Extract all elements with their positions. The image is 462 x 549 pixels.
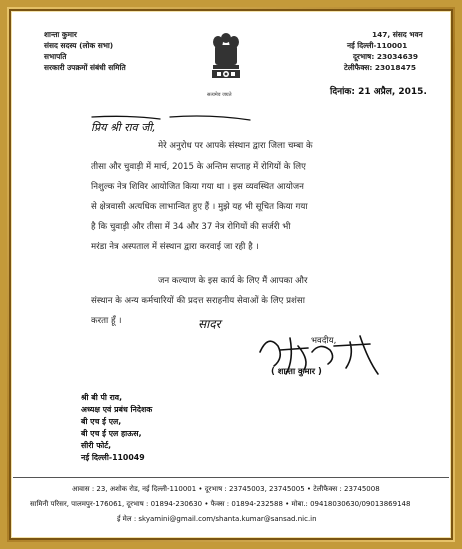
footer-divider (13, 477, 449, 478)
addressee-building: बी एच ई एल हाऊस, (81, 429, 142, 438)
sender-office: सभापति (44, 52, 67, 61)
body-line-2: तीसा और चुवाड़ी में मार्च, 2015 के अन्तिम सप्ताह में रोगियों के लिए (91, 162, 306, 172)
handwriting-strokes (90, 111, 270, 141)
sender-name: शान्ता कुमार (44, 30, 77, 39)
signatory-name: ( शान्ता कुमार ) (271, 366, 322, 376)
salutation: प्रिय श्री राव जी, (91, 121, 156, 134)
office-city: नई दिल्ली-110001 (347, 41, 408, 50)
addressee-city: नई दिल्ली-110049 (81, 453, 145, 462)
office-address: 147, संसद भवन (372, 30, 423, 39)
body-line-4: से क्षेत्रवासी अत्यधिक लाभान्वित हुए हैं । मुझे यह भी सूचित किया गया (91, 202, 308, 212)
body-line-1: मेरे अनुरोध पर आपके संस्थान द्वारा जिला चम्बा के (158, 141, 313, 151)
sender-designation: संसद सदस्य (लोक सभा) (44, 41, 114, 50)
body-line-8: संस्थान के अन्य कर्मचारियों की प्रदत्त सराहनीय सेवाओं के लिए प्रशंसा (91, 296, 305, 306)
body-line-3: निशुल्क नेत्र शिविर आयोजित किया गया था । इस व्यवस्थित आयोजन (91, 182, 304, 192)
closing: भवदीय, (311, 336, 337, 346)
body-line-5: है कि चुवाड़ी और तीसा में 34 और 37 नेत्र रोगियों की सर्जरी भी (91, 222, 291, 232)
office-telefax: टेलीफैक्स: 23018475 (344, 63, 416, 72)
addressee-title: अध्यक्ष एवं प्रबंध निदेशक (81, 405, 153, 414)
sender-committee: सरकारी उपक्रमों संबंधी समिति (44, 63, 126, 72)
emblem-caption: सत्यमेव जयते (207, 92, 232, 98)
body-line-9: करता हूँ । (91, 316, 122, 326)
addressee-locality: सीरी फोर्ट, (81, 441, 112, 450)
letter-date: दिनांक: 21 अप्रैल, 2015. (330, 87, 427, 97)
addressee-org: बी एच ई एल, (81, 417, 122, 426)
footer-residence: आवास : 23, अशोक रोड, नई दिल्ली-110001 • दूरभाष : 23745003, 23745005 • टेलीफैक्स : 23745008 (72, 485, 380, 493)
national-emblem-icon (209, 28, 243, 90)
office-phone: दूरभाष: 23034639 (353, 52, 418, 61)
footer-email: ई मेल : skyamini@gmail.com/shanta.kumar@sansad.nic.in (117, 515, 317, 523)
addressee-name: श्री बी पी राव, (81, 393, 123, 402)
body-line-7: जन कल्याण के इस कार्य के लिए मैं आपका और (158, 276, 308, 286)
footer-palampur: सामिनी परिसर, पालमपुर-176061, दूरभाष : 01894-230630 • फैक्स : 01894-232588 • मोबा.: 09418030630/09013869148 (30, 500, 411, 508)
body-line-6: मरंडा नेत्र अस्पताल में संस्थान द्वारा करवाई जा रही है । (91, 242, 259, 252)
handwritten-note: सादर (198, 317, 221, 331)
